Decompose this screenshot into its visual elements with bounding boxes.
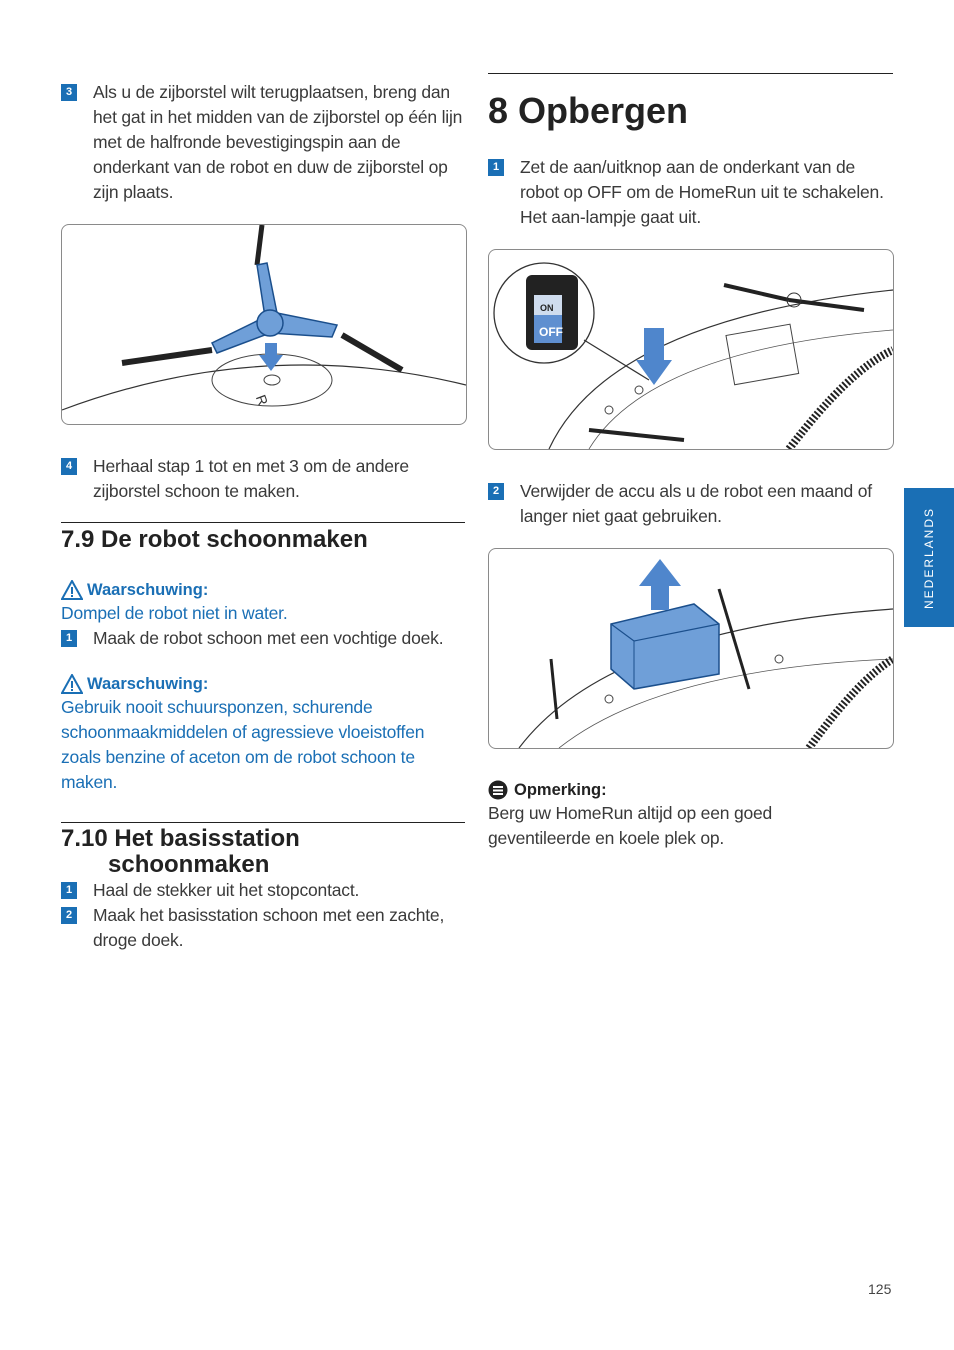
page-number: 125 — [868, 1281, 892, 1297]
warning-icon — [61, 580, 83, 600]
warning-title: Waarschuwing: — [61, 674, 466, 694]
step-text: Verwijder de accu als u de robot een maand of langer niet gaat gebruiken. — [520, 481, 872, 526]
step-number: 1 — [61, 882, 77, 899]
step-number: 4 — [61, 458, 77, 475]
warning-text: Gebruik nooit schuursponzen, schurende schoonmaakmiddelen of agressieve vloeistoffen zoals benzine of aceton om de robot schoon te maken. — [61, 697, 425, 792]
note-block — [488, 780, 893, 851]
side-brush-figure — [61, 224, 467, 425]
step-2 — [488, 479, 893, 529]
side-brush-illustration — [62, 225, 466, 424]
step-text: Haal de stekker uit het stopcontact. — [93, 880, 360, 900]
section-divider — [61, 822, 465, 823]
section-divider — [61, 522, 465, 523]
step-number: 2 — [61, 907, 77, 924]
step-number: 2 — [488, 483, 504, 500]
chapter-divider — [488, 73, 893, 74]
language-tab-label: NEDERLANDS — [922, 506, 936, 609]
step-text: Herhaal stap 1 tot en met 3 om de andere zijborstel schoon te maken. — [93, 456, 409, 501]
warning-title: Waarschuwing: — [61, 580, 466, 600]
step-3 — [61, 80, 466, 205]
note-title: Opmerking: — [488, 780, 893, 800]
step-text: Zet de aan/uitknop aan de onderkant van de robot op OFF om de HomeRun uit te schakelen. Het aan-lampje gaat uit. — [520, 157, 884, 227]
brush-mark-text: R — [252, 392, 272, 408]
switch-off-label: OFF — [539, 325, 563, 339]
step-4 — [61, 454, 466, 504]
note-icon — [488, 780, 508, 800]
switch-figure — [488, 249, 894, 450]
battery-removal-illustration — [489, 549, 893, 748]
battery-figure — [488, 548, 894, 749]
step-number: 1 — [488, 159, 504, 176]
step-number: 3 — [61, 84, 77, 101]
step-1 — [61, 878, 466, 903]
chapter-title: 8 Opbergen — [488, 90, 689, 131]
section-title-7-9: 7.9 De robot schoonmaken — [61, 526, 368, 553]
left-column-2 — [61, 454, 466, 504]
language-side-tab — [904, 488, 954, 627]
robot-switch-illustration — [489, 250, 893, 449]
warning-text: Dompel de robot niet in water. — [61, 603, 288, 623]
left-column — [61, 80, 466, 205]
step-1 — [488, 155, 893, 230]
step-text: Als u de zijborstel wilt terugplaatsen, breng dan het gat in het midden van de zijborstel op één lijn met de halfronde bevestigingspin aan de onderkant van de robot en duw de zijborstel op zijn plaats. — [93, 82, 463, 202]
step-2 — [61, 903, 466, 953]
step-1 — [61, 626, 466, 651]
step-number: 1 — [61, 630, 77, 647]
step-text: Maak de robot schoon met een vochtige doek. — [93, 628, 444, 648]
section-7-10-content — [61, 878, 466, 953]
step-text: Maak het basisstation schoon met een zachte, droge doek. — [93, 905, 445, 950]
section-title-7-10: 7.10 Het basisstation schoonmaken — [61, 825, 300, 878]
warning-icon — [61, 674, 83, 694]
section-7-9-content — [61, 580, 466, 795]
right-step-1-block — [488, 155, 893, 230]
switch-on-label: ON — [540, 303, 554, 313]
right-step-2-block — [488, 479, 893, 529]
note-text: Berg uw HomeRun altijd op een goed geventileerde en koele plek op. — [488, 803, 773, 848]
